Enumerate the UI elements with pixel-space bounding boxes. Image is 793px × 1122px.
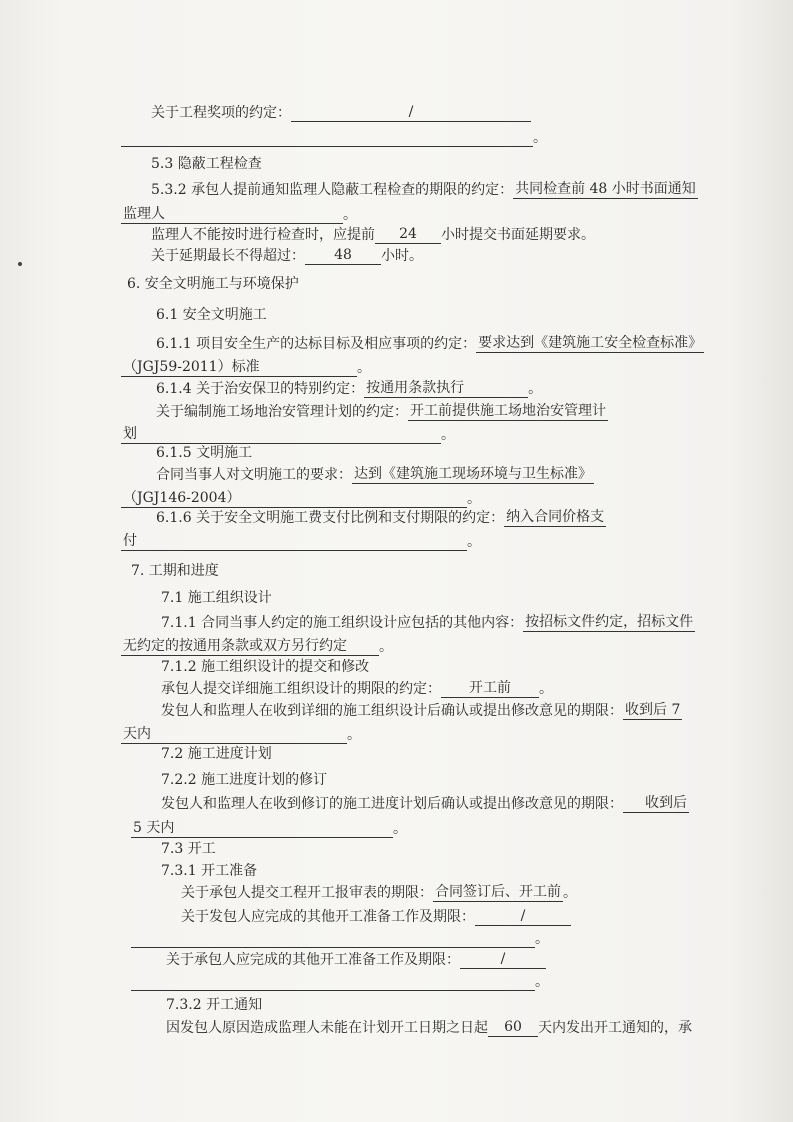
safety-target-value: 要求达到《建筑施工安全检查标准》 bbox=[478, 335, 703, 351]
civilized-construction-value: 达到《建筑施工现场环境与卫生标准》 bbox=[354, 466, 592, 482]
section-7-1-heading: 7.1 施工组织设计 bbox=[161, 590, 272, 606]
start-report-value: 合同签订后、开工前 bbox=[435, 884, 561, 900]
label: 合同当事人对文明施工的要求： bbox=[156, 467, 352, 483]
hidden-inspection-notice-cont bbox=[121, 205, 357, 224]
end-mark: 。 bbox=[539, 681, 553, 697]
safety-target-cont bbox=[121, 358, 371, 377]
org-design-content-value: 按招标文件约定，招标文件 bbox=[525, 614, 694, 630]
end-mark: 。 bbox=[467, 534, 481, 550]
end-mark: 。 bbox=[379, 639, 393, 655]
text: 监理人不能按时进行检查时，应提前 bbox=[151, 227, 375, 243]
delay-max-line bbox=[151, 246, 423, 265]
text: 因发包人原因造成监理人未能在计划开工日期之日起 bbox=[166, 1020, 488, 1036]
safety-fee-value-cont: 付 bbox=[121, 532, 467, 551]
section-6-1-5-heading: 6.1.5 文明施工 bbox=[156, 445, 253, 461]
end-mark: 。 bbox=[535, 974, 549, 990]
safety-target-value-cont: （JGJ59-2011）标准 bbox=[121, 358, 357, 377]
end-mark: 。 bbox=[357, 360, 371, 376]
section-5-3-heading: 5.3 隐蔽工程检查 bbox=[151, 156, 262, 172]
label: 6.1.4 关于治安保卫的特别约定： bbox=[156, 381, 365, 397]
notice-value-cont: 监理人 bbox=[121, 205, 343, 224]
label: 关于承包人应完成的其他开工准备工作及期限： bbox=[166, 952, 460, 968]
text: 天内发出开工通知的，承 bbox=[538, 1020, 692, 1036]
security-plan-line bbox=[156, 402, 608, 421]
security-plan-value-cont: 划 bbox=[121, 425, 441, 444]
label: 5.3.2 承包人提前通知监理人隐蔽工程检查的期限的约定： bbox=[151, 182, 514, 198]
security-plan-value: 开工前提供施工场地治安管理计 bbox=[410, 403, 606, 419]
section-7-2-heading: 7.2 施工进度计划 bbox=[161, 746, 272, 762]
end-mark: 。 bbox=[535, 931, 549, 947]
blank-line bbox=[121, 129, 533, 147]
contractor-prep-line bbox=[166, 950, 546, 969]
employer-prep-value: / bbox=[475, 907, 571, 926]
org-design-content-value-cont: 无约定的按通用条款或双方另行约定 bbox=[121, 637, 379, 656]
label: 关于编制施工场地治安管理计划的约定： bbox=[156, 404, 408, 420]
end-mark: 。 bbox=[393, 821, 407, 837]
contractor-prep-cont bbox=[131, 973, 549, 991]
org-design-confirm-value: 收到后 7 bbox=[625, 702, 681, 718]
schedule-revise-value-cont: 5 天内 bbox=[131, 819, 393, 838]
end-mark: 。 bbox=[441, 427, 455, 443]
label: 发包人和监理人在收到修订的施工进度计划后确认或提出修改意见的期限： bbox=[161, 796, 623, 812]
blank-line bbox=[131, 973, 535, 991]
schedule-revise-cont bbox=[131, 819, 407, 838]
org-design-confirm-value-cont: 天内 bbox=[121, 725, 347, 744]
civilized-construction-value-cont: （JGJ146-2004） bbox=[121, 489, 467, 508]
text: 小时提交书面延期要求。 bbox=[441, 227, 595, 243]
label: 7.1.1 合同当事人约定的施工组织设计应包括的其他内容： bbox=[161, 615, 524, 631]
award-continuation bbox=[121, 129, 547, 147]
award-value: / bbox=[291, 103, 531, 122]
section-6-1-heading: 6.1 安全文明施工 bbox=[156, 307, 267, 323]
safety-fee-cont bbox=[121, 532, 481, 551]
end-mark: 。 bbox=[533, 130, 547, 146]
end-mark: 。 bbox=[343, 207, 357, 223]
section-7-3-heading: 7.3 开工 bbox=[161, 841, 216, 857]
start-notice-line bbox=[166, 1018, 692, 1037]
section-7-3-2-heading: 7.3.2 开工通知 bbox=[166, 997, 263, 1013]
label: 关于工程奖项的约定： bbox=[151, 105, 291, 121]
start-notice-days-value: 60 bbox=[488, 1018, 538, 1037]
section-7-3-1-heading: 7.3.1 开工准备 bbox=[161, 863, 258, 879]
end-mark: 。 bbox=[528, 381, 543, 397]
org-design-content-cont bbox=[121, 637, 393, 656]
safety-fee-line bbox=[156, 508, 606, 527]
end-mark: 。 bbox=[347, 727, 361, 743]
label: 6.1.1 项目安全生产的达标目标及相应事项的约定： bbox=[156, 336, 477, 352]
delay-hours-value: 24 bbox=[375, 225, 441, 244]
label: 关于发包人应完成的其他开工准备工作及期限： bbox=[181, 909, 475, 925]
label: 发包人和监理人在收到详细的施工组织设计后确认或提出修改意见的期限： bbox=[161, 703, 623, 719]
safety-target-line bbox=[156, 334, 704, 353]
org-design-submit-value: 开工前 bbox=[441, 679, 539, 698]
delay-request-line bbox=[151, 225, 595, 244]
end-mark: 。 bbox=[467, 491, 481, 507]
schedule-revise-line bbox=[161, 794, 689, 813]
delay-max-value: 48 bbox=[305, 246, 381, 265]
hidden-inspection-notice-line bbox=[151, 180, 698, 199]
end-mark: 。 bbox=[563, 885, 577, 901]
label: 关于承包人提交工程开工报审表的期限： bbox=[181, 885, 433, 901]
org-design-confirm-line bbox=[161, 701, 682, 720]
text: 关于延期最长不得超过： bbox=[151, 248, 305, 264]
page-speck bbox=[18, 262, 22, 266]
civilized-construction-line bbox=[156, 465, 594, 484]
label: 6.1.6 关于安全文明施工费支付比例和支付期限的约定： bbox=[156, 510, 505, 526]
text: 小时。 bbox=[381, 248, 423, 264]
section-7-heading: 7. 工期和进度 bbox=[131, 563, 219, 579]
safety-fee-value: 纳入合同价格支 bbox=[506, 509, 605, 525]
contractor-prep-value: / bbox=[460, 950, 546, 969]
schedule-revise-value: 收到后 bbox=[623, 794, 689, 813]
org-design-content-line bbox=[161, 613, 695, 632]
security-plan-cont bbox=[121, 425, 455, 444]
award-agreement-line bbox=[151, 103, 531, 122]
section-7-1-2-heading: 7.1.2 施工组织设计的提交和修改 bbox=[161, 659, 370, 675]
label: 承包人提交详细施工组织设计的期限的约定： bbox=[161, 681, 441, 697]
section-6-heading: 6. 安全文明施工与环境保护 bbox=[127, 276, 299, 292]
security-special-value: 按通用条款执行 bbox=[364, 379, 528, 398]
blank-line bbox=[131, 930, 535, 948]
civilized-construction-cont bbox=[121, 489, 481, 508]
start-report-line bbox=[181, 883, 577, 902]
section-7-2-2-heading: 7.2.2 施工进度计划的修订 bbox=[161, 772, 328, 788]
org-design-submit-line bbox=[161, 679, 553, 698]
notice-value: 共同检查前 48 小时书面通知 bbox=[515, 181, 696, 197]
security-special-line bbox=[156, 379, 542, 398]
employer-prep-line bbox=[181, 907, 571, 926]
org-design-confirm-cont bbox=[121, 725, 361, 744]
employer-prep-cont bbox=[131, 930, 549, 948]
